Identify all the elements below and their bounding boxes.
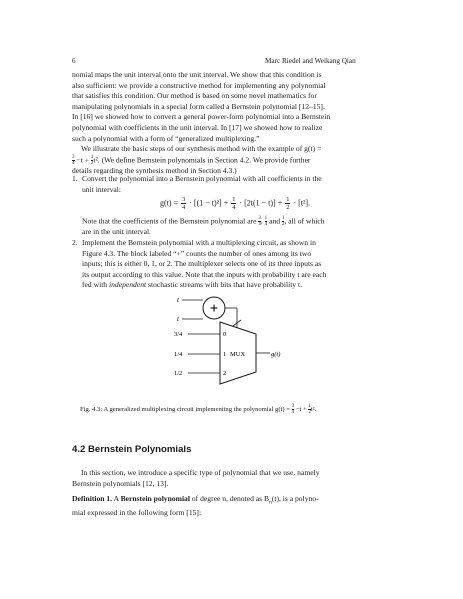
text-line: also sufficient: we provide a constructive method for implementing any polynomial — [72, 80, 326, 90]
text-line: details regarding the synthesis method in Section 4.3.) — [72, 166, 237, 176]
fraction: $\frac{3}{4}$ — [72, 154, 75, 166]
equation-bernstein: g(t) = $\frac{3}{4}$ · [(1 − t)²] + $\frac{1}{4}$ · [2t(1 − t)] + $\frac{1}{2}$ · [t²]. — [160, 196, 311, 211]
paragraph-section-intro — [72, 468, 384, 489]
text-line-with-fractions: $\frac{3}{4}$ −t + $\frac{1}{2}$ t². (We define Bernstein polynomials in Section 4.2. We provide further — [72, 154, 311, 166]
text-line: polynomial with coefficients in the unit interval. In [17] we showed how to realize — [72, 122, 323, 132]
output-label: g(t) — [271, 351, 281, 358]
text-line: manipulating polynomials in a special form called a Bernstein polynomial [12–15]. — [72, 101, 325, 111]
mux-port-1: 1 — [223, 351, 227, 358]
section-heading: 4.2 Bernstein Polynomials — [72, 444, 192, 455]
paragraph-intro — [72, 70, 384, 177]
input-1-4-label: 1/4 — [174, 351, 183, 358]
input-t-label: t — [177, 296, 179, 304]
mux-port-2: 2 — [223, 370, 227, 377]
definition-block: Definition 1. A Bernstein polynomial of degree n, denoted as $B_n(t)$, is a polyno- mial expressed in the following form [15]: — [72, 494, 319, 518]
mux-label: MUX — [230, 351, 246, 358]
input-3-4-label: 3/4 — [174, 331, 183, 338]
text-line: In [16] we showed how to convert a general power-form polynomial into a Bernstein — [72, 112, 331, 122]
input-1-2-label: 1/2 — [174, 370, 183, 377]
definition-label: Definition 1. — [72, 494, 113, 503]
mux-port-0: 0 — [223, 331, 227, 338]
fraction: $\frac{1}{2}$ — [90, 154, 94, 166]
text-line: nomial maps the unit interval onto the unit interval. We show that this condition is — [72, 70, 322, 79]
input-t-label: t — [177, 315, 179, 323]
text-line: that satisfies this condition. Our method is based on some novel mathematics for — [72, 91, 317, 101]
running-header-authors: Marc Riedel and Weikang Qian — [265, 57, 356, 65]
adder-plus-symbol: + — [209, 301, 219, 317]
coefficient-note: Note that the coefficients of the Bernstein polynomial are $\frac{3}{4}$ , $\frac{1}{4}$ and $\frac{1}{2}$ , all of which are in the unit interval. — [82, 216, 325, 237]
figure-caption: Fig. 4.3: A generalized multiplexing circuit implementing the polynomial g(t) = $\frac{3}{4}$ −t + $\frac{1}{2}$ t². — [80, 404, 317, 416]
mux-circuit-figure — [170, 290, 300, 390]
text-line: We illustrate the basic steps of our synthesis method with the example of g(t) = — [81, 144, 322, 154]
text-line: such a polynomial with a form of “generalized multiplexing.” — [72, 133, 260, 143]
page-number: 6 — [72, 57, 76, 65]
definition-term: Bernstein polynomial — [120, 494, 190, 503]
list-item-1: 1. Convert the polynomial into a Bernstein polynomial with all coefficients in the unit interval: — [72, 174, 322, 194]
text-line: Bernstein polynomials [12, 13]. — [72, 478, 169, 488]
text-line: In this section, we introduce a specific type of polynomial that we use, namely — [81, 468, 320, 477]
list-item-2: 2. Implement the Bernstein polynomial with a multiplexing circuit, as shown in Figure 4.3. The block labeled “+” counts the number of ones among its two inputs; this is either 0, 1, or 2. The multiplexer selects one of its three inputs as its output according to this value. Note that the inputs with probability t are each fed with independent stochastic streams with bits that have probability t. — [72, 238, 327, 290]
